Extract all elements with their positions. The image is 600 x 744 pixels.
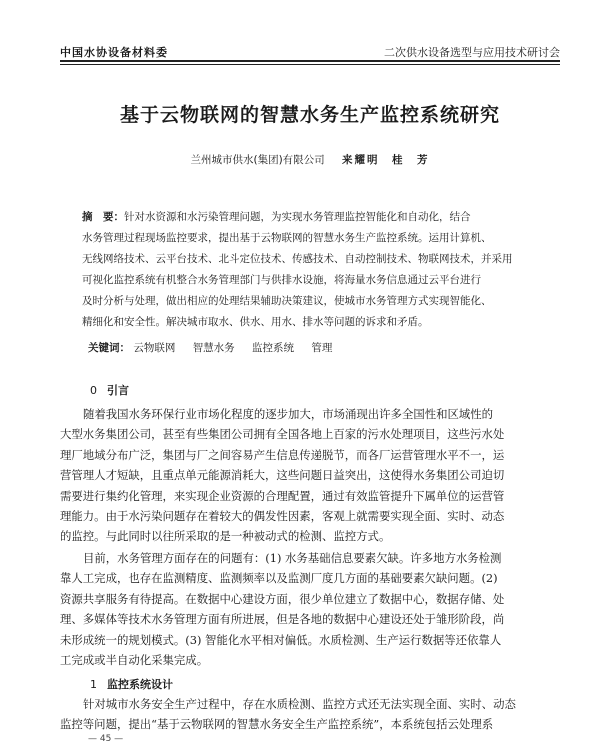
- author-names: 来耀明 桂 芳: [342, 154, 430, 166]
- abstract-line: 及时分析与处理，做出相应的处理结果辅助决策建议，使城市水务管理方式实现智能化、: [82, 295, 492, 307]
- paragraph-design-1: [60, 694, 560, 735]
- abstract-line: 精细化和安全性。解决城市取水、供水、用水、排水等问题的诉求和矛盾。: [82, 316, 429, 328]
- keyword: 智慧水务: [192, 342, 235, 354]
- abstract: [82, 207, 560, 333]
- section-heading-intro: 0 引言: [90, 384, 129, 397]
- paragraph-intro-2: [60, 548, 560, 670]
- author-line: [60, 152, 560, 167]
- paragraph-line: 随着我国水务环保行业市场化程度的逐步加大，市场涌现出许多全国性和区域性的: [83, 407, 494, 421]
- running-header: [60, 40, 560, 62]
- abstract-line: 摘 要：针对水资源和水污染管理问题，为实现水务管理监控智能化和自动化，结合: [82, 211, 471, 223]
- abstract-label: 摘 要：: [82, 211, 124, 223]
- keyword: 管理: [311, 342, 333, 354]
- organization: 兰州城市供水(集团)有限公司: [190, 154, 325, 166]
- paragraph-line: 工完成或半自动化采集完成。: [60, 653, 209, 668]
- paragraph-line: 靠人工完成，也存在监测精度、监测频率以及监测厂度几方面的基础要素欠缺问题。(2): [60, 571, 498, 586]
- abstract-line: 无线网络技术、云平台技术、北斗定位技术、传感技术、自动控制技术、物联网技术，并采用: [82, 253, 513, 265]
- paragraph-line: 未形成统一的规划模式。(3) 智能化水平相对偏低。水质检测、生产运行数据等还依靠人: [60, 632, 502, 647]
- paragraph-line: 监控等问题，提出“基于云物联网的智慧水务安全生产监控系统”，本系统包括云处理系: [60, 717, 494, 732]
- paragraph-line: 针对城市水务安全生产过程中，存在水质检测、监控方式还无法实现全面、实时、动态: [83, 697, 516, 711]
- paragraph-line: 理、多媒体等技术水务管理方面有所进展，但是各地的数据中心建设还处于雏形阶段，尚: [60, 612, 505, 627]
- header-rule-thin: [60, 64, 560, 65]
- paragraph-line: 资源共享服务有待提高。在数据中心建设方面，很少单位建立了数据中心，数据存储、处: [60, 591, 505, 606]
- paragraph-line: 目前，水务管理方面存在的问题有：(1) 水务基础信息要素欠缺。许多地方水务检测: [83, 551, 502, 565]
- paper-title: 基于云物联网的智慧水务生产监控系统研究: [119, 104, 500, 126]
- keywords-label: 关键词：: [88, 342, 130, 354]
- page-number: — 45 —: [88, 734, 124, 744]
- keyword: 云物联网: [133, 342, 176, 354]
- header-left: 中国水协设备材料委: [60, 46, 168, 59]
- paragraph-line: 的监控。与此同时以往所采取的是一种被动式的检测、监控方式。: [60, 529, 391, 544]
- paragraph-line: 理厂地域分布广泛，集团与厂之间容易产生信息传递脱节，而各厂运营管理水平不一，运: [60, 447, 505, 462]
- header-rule: [60, 60, 560, 62]
- paragraph-line: 需要进行集约化管理，来实现企业资源的合理配置，通过有效监管提升下属单位的运营管: [60, 488, 505, 503]
- paragraph-line: 理能力。由于水污染问题存在着较大的偶发性因素，客观上就需要实现全面、实时、动态: [60, 509, 505, 524]
- paragraph-line: 营管理人才短缺，且重点单元能源消耗大，这些问题日益突出，这使得水务集团公司迫切: [60, 468, 505, 483]
- paragraph-intro-1: [60, 404, 560, 547]
- abstract-line: 可视化监控系统有机整合水务管理部门与供排水设施，将海量水务信息通过云平台进行: [82, 274, 481, 286]
- header-right: 二次供水设备选型与应用技术研讨会: [384, 46, 560, 59]
- abstract-line: 水务管理过程现场监控要求，提出基于云物联网的智慧水务生产监控系统。运用计算机、: [82, 232, 492, 244]
- paragraph-line: 大型水务集团公司，甚至有些集团公司拥有全国各地上百家的污水处理项目，这些污水处: [60, 427, 505, 442]
- keyword: 监控系统: [252, 342, 295, 354]
- section-heading-design: 1 监控系统设计: [90, 678, 173, 691]
- keywords: [88, 340, 560, 355]
